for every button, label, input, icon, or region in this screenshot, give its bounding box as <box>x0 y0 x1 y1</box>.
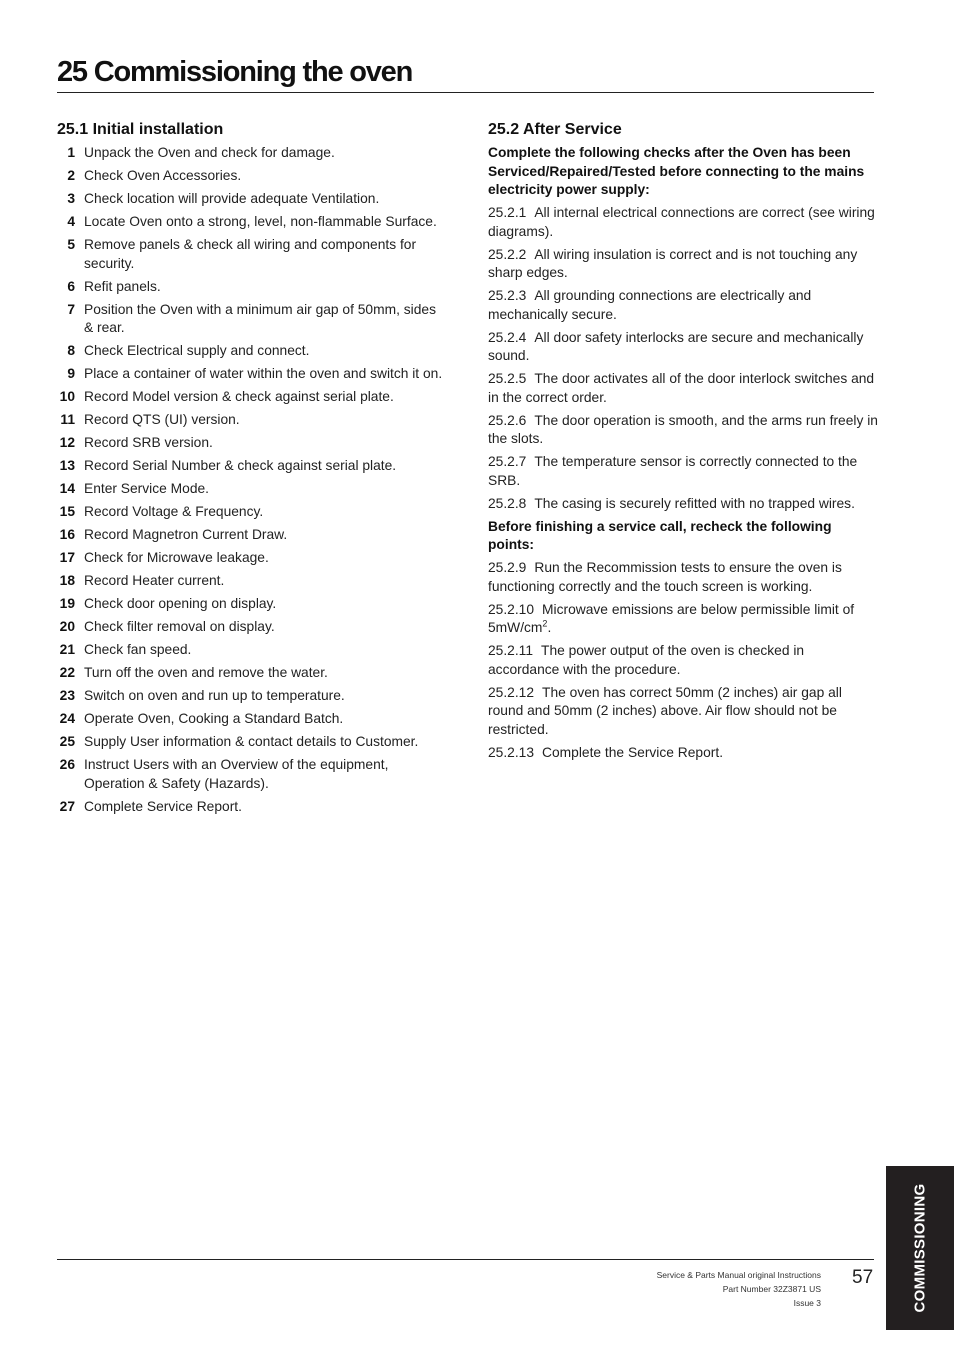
page-number: 57 <box>852 1267 874 1288</box>
step-item <box>57 213 447 232</box>
check-item <box>488 684 878 740</box>
step-text: Operate Oven, Cooking a Standard Batch. <box>84 711 344 726</box>
check-text: The oven has correct 50mm (2 inches) air gap all round and 50mm (2 inches) above. Air flow should not be restricted. <box>488 684 842 737</box>
step-item <box>57 710 447 729</box>
step-item <box>57 342 447 361</box>
step-item <box>57 434 447 453</box>
step-text: Locate Oven onto a strong, level, non-flammable Surface. <box>84 214 437 229</box>
check-item <box>488 601 878 638</box>
check-text-tail: . <box>547 620 552 635</box>
step-text: Check fan speed. <box>84 642 192 657</box>
check-item <box>488 287 878 324</box>
step-number: 22 <box>59 665 75 680</box>
step-item <box>57 641 447 660</box>
footer-info <box>657 1268 821 1310</box>
step-text: Refit panels. <box>84 278 161 294</box>
step-number: 5 <box>67 237 75 252</box>
footer-divider <box>57 1259 874 1260</box>
step-text: Supply User information & contact details to Customer. <box>84 734 419 749</box>
step-number: 4 <box>67 214 75 229</box>
step-number: 14 <box>59 481 75 496</box>
step-number: 20 <box>59 619 75 634</box>
step-item <box>57 798 447 817</box>
check-item <box>488 246 878 283</box>
step-item <box>57 664 447 683</box>
step-text: Complete Service Report. <box>84 798 242 814</box>
check-id: 25.2.5 <box>488 371 527 386</box>
check-text: All internal electrical connections are correct (see wiring diagrams). <box>488 205 875 239</box>
step-text: Turn off the oven and remove the water. <box>84 665 328 680</box>
check-text: The temperature sensor is correctly connected to the SRB. <box>488 454 858 488</box>
footer-issue: Issue 3 <box>793 1298 821 1308</box>
step-item <box>57 144 447 163</box>
check-item <box>488 642 878 679</box>
check-text: Microwave emissions are below permissible limit of 5mW/cm <box>488 601 855 635</box>
step-text: Position the Oven with a minimum air gap of 50mm, sides & rear. <box>84 301 436 335</box>
step-text: Place a container of water within the oven and switch it on. <box>84 366 443 381</box>
step-number: 10 <box>59 389 75 404</box>
step-number: 7 <box>67 301 75 317</box>
check-id: 25.2.8 <box>488 495 527 511</box>
check-text: Run the Recommission tests to ensure the oven is functioning correctly and the touch screen is working. <box>488 560 842 594</box>
check-text: The casing is securely refitted with no trapped wires. <box>534 495 855 511</box>
check-item <box>488 744 878 763</box>
step-number: 18 <box>59 573 75 588</box>
intro-text: Complete the following checks after the Oven has been Serviced/Repaired/Tested before connecting to the mains electricity power supply: <box>488 145 865 197</box>
step-text: Instruct Users with an Overview of the equipment, Operation & Safety (Hazards). <box>84 757 389 791</box>
step-number: 16 <box>59 527 75 542</box>
step-text: Check for Microwave leakage. <box>84 550 269 565</box>
check-item <box>488 204 878 241</box>
step-number: 3 <box>67 191 75 206</box>
step-number: 1 <box>67 145 75 160</box>
title-divider <box>57 92 874 93</box>
step-text: Record QTS (UI) version. <box>84 412 240 427</box>
step-text: Record Model version & check against serial plate. <box>84 389 394 404</box>
step-text: Enter Service Mode. <box>84 481 209 496</box>
step-item <box>57 595 447 614</box>
step-number: 24 <box>59 711 75 726</box>
step-text: Check Electrical supply and connect. <box>84 343 310 358</box>
step-number: 11 <box>60 412 75 427</box>
check-id: 25.2.13 <box>488 744 535 760</box>
step-item <box>57 572 447 591</box>
step-number: 6 <box>67 278 75 294</box>
step-number: 8 <box>67 343 75 358</box>
check-item <box>488 559 878 596</box>
section-heading: 25.1 Initial installation <box>57 121 224 138</box>
check-text: Complete the Service Report. <box>542 744 724 760</box>
step-number: 13 <box>59 458 75 473</box>
step-text: Record SRB version. <box>84 435 213 450</box>
steps-list <box>57 144 447 816</box>
step-number: 19 <box>59 596 75 611</box>
step-item <box>57 618 447 637</box>
step-item <box>57 549 447 568</box>
step-item <box>57 526 447 545</box>
step-item <box>57 411 447 430</box>
check-id: 25.2.11 <box>488 643 534 658</box>
step-number: 26 <box>59 757 75 772</box>
check-text: All grounding connections are electrically and mechanically secure. <box>488 288 812 322</box>
step-item <box>57 236 447 273</box>
check-id: 25.2.1 <box>488 205 527 220</box>
section-heading: 25.2 After Service <box>488 121 622 138</box>
check-id: 25.2.7 <box>488 454 527 469</box>
recheck-intro-text: Before finishing a service call, recheck the following points: <box>488 518 832 552</box>
initial-installation-section <box>57 120 447 821</box>
step-text: Unpack the Oven and check for damage. <box>84 145 335 160</box>
step-number: 12 <box>59 435 75 450</box>
side-tab-label: COMMISSIONING <box>911 1183 929 1313</box>
check-id: 25.2.10 <box>488 601 535 617</box>
step-text: Check filter removal on display. <box>84 619 275 634</box>
check-id: 25.2.12 <box>488 684 535 700</box>
step-number: 9 <box>67 366 75 381</box>
check-item <box>488 329 878 366</box>
section-side-tab <box>886 1166 954 1330</box>
check-item <box>488 453 878 490</box>
step-number: 27 <box>59 798 75 814</box>
step-item <box>57 365 447 384</box>
step-text: Record Voltage & Frequency. <box>84 504 264 519</box>
step-item <box>57 301 447 338</box>
check-text: All wiring insulation is correct and is not touching any sharp edges. <box>488 246 858 280</box>
step-item <box>57 756 447 793</box>
step-item <box>57 457 447 476</box>
step-item <box>57 503 447 522</box>
check-text: The door activates all of the door interlock switches and in the correct order. <box>488 371 875 405</box>
step-text: Check location will provide adequate Ventilation. <box>84 191 380 206</box>
check-id: 25.2.3 <box>488 288 527 303</box>
step-text: Remove panels & check all wiring and components for security. <box>84 237 417 271</box>
check-item <box>488 495 878 514</box>
step-number: 23 <box>59 688 75 703</box>
step-text: Check door opening on display. <box>84 596 277 611</box>
check-text: The door operation is smooth, and the arms run freely in the slots. <box>488 412 878 446</box>
after-service-section <box>488 120 878 767</box>
step-number: 25 <box>59 734 75 749</box>
check-id: 25.2.2 <box>488 246 527 262</box>
check-item <box>488 370 878 407</box>
check-id: 25.2.6 <box>488 412 527 428</box>
step-item <box>57 480 447 499</box>
step-text: Record Magnetron Current Draw. <box>84 527 288 542</box>
check-item <box>488 412 878 449</box>
step-number: 2 <box>67 168 75 183</box>
step-item <box>57 167 447 186</box>
checks-list <box>488 204 878 513</box>
check-text: All door safety interlocks are secure and mechanically sound. <box>488 329 864 363</box>
check-text: The power output of the oven is checked in accordance with the procedure. <box>488 643 805 677</box>
check-id: 25.2.4 <box>488 329 527 345</box>
step-item <box>57 388 447 407</box>
footer-manual-title: Service & Parts Manual original Instructions <box>656 1270 821 1280</box>
step-number: 15 <box>59 504 75 519</box>
step-item <box>57 733 447 752</box>
step-number: 17 <box>59 550 75 565</box>
superscript: 2 <box>542 618 548 629</box>
footer-part-number: Part Number 32Z3871 US <box>722 1284 821 1294</box>
step-text: Record Serial Number & check against serial plate. <box>84 458 397 473</box>
step-text: Check Oven Accessories. <box>84 168 242 183</box>
step-text: Record Heater current. <box>84 573 225 588</box>
check-id: 25.2.9 <box>488 560 527 575</box>
step-item <box>57 687 447 706</box>
step-number: 21 <box>59 642 75 657</box>
step-item <box>57 190 447 209</box>
page-title: 25 Commissioning the oven <box>57 56 413 88</box>
step-text: Switch on oven and run up to temperature. <box>84 688 345 703</box>
step-item <box>57 278 447 297</box>
